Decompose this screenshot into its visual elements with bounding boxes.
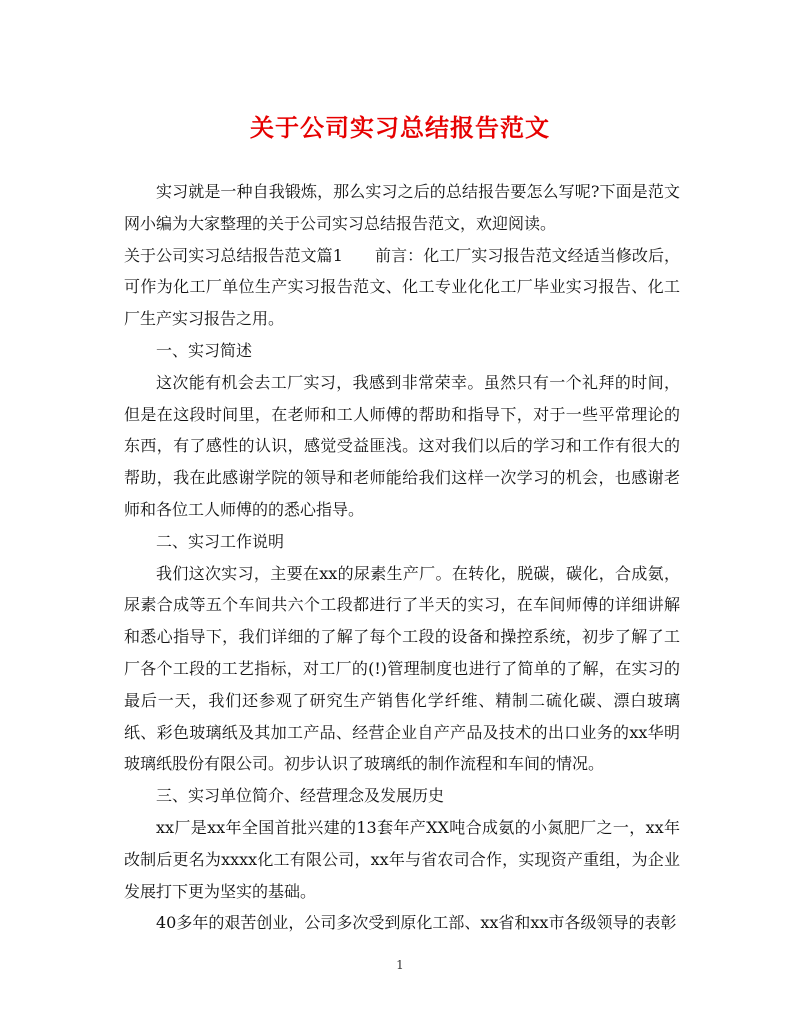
page-number: 1	[396, 958, 404, 972]
document-title: 关于公司实习总结报告范文	[250, 113, 550, 142]
section-heading-1: 一、实习简述	[156, 340, 253, 360]
section-heading-3: 三、实习单位简介、经营理念及发展历史	[156, 786, 445, 806]
section-3-paragraph: xx厂是xx年全国首批兴建的13套年产XX吨合成氨的小氮肥厂之一，xx年改制后更名为xxxx化工有限公司，xx年与省农司合作，实现资产重组，为企业发展打下更为坚实的基础。	[124, 817, 680, 901]
document-body	[124, 176, 680, 939]
section-1-paragraph: 这次能有机会去工厂实习，我感到非常荣幸。虽然只有一个礼拜的时间，但是在这段时间里，在老师和工人师傅的帮助和指导下，对于一些平常理论的东西，有了感性的认识，感觉受益匪浅。这对我们以后的学习和工作有很大的帮助，我在此感谢学院的领导和老师能给我们这样一次学习的机会，也感谢老师和各位工人师傅的的悉心指导。	[124, 372, 680, 519]
section-heading-2: 二、实习工作说明	[156, 531, 285, 551]
section-2-paragraph: 我们这次实习，主要在xx的尿素生产厂。在转化，脱碳，碳化，合成氨，尿素合成等五个车间共六个工段都进行了半天的实习，在车间师傅的详细讲解和悉心指导下，我们详细的了解了每个工段的设备和操控系统，初步了解了工厂各个工段的工艺指标，对工厂的(!)管理制度也进行了简单的了解，在实习的最后一天，我们还参观了研究生产销售化学纤维、精制二硫化碳、漂白玻璃纸、彩色玻璃纸及其加工产品、经营企业自产产品及技术的出口业务的xx华明玻璃纸股份有限公司。初步认识了玻璃纸的制作流程和车间的情况。	[124, 563, 680, 774]
preface-paragraph: 关于公司实习总结报告范文篇1 前言：化工厂实习报告范文经适当修改后，可作为化工厂单位生产实习报告范文、化工专业化化工厂毕业实习报告、化工厂生产实习报告之用。	[124, 245, 680, 329]
section-3-paragraph-2: 40多年的艰苦创业，公司多次受到原化工部、xx省和xx市各级领导的表彰	[156, 913, 677, 933]
intro-paragraph: 实习就是一种自我锻炼，那么实习之后的总结报告要怎么写呢?下面是范文网小编为大家整理的关于公司实习总结报告范文，欢迎阅读。	[124, 182, 680, 233]
